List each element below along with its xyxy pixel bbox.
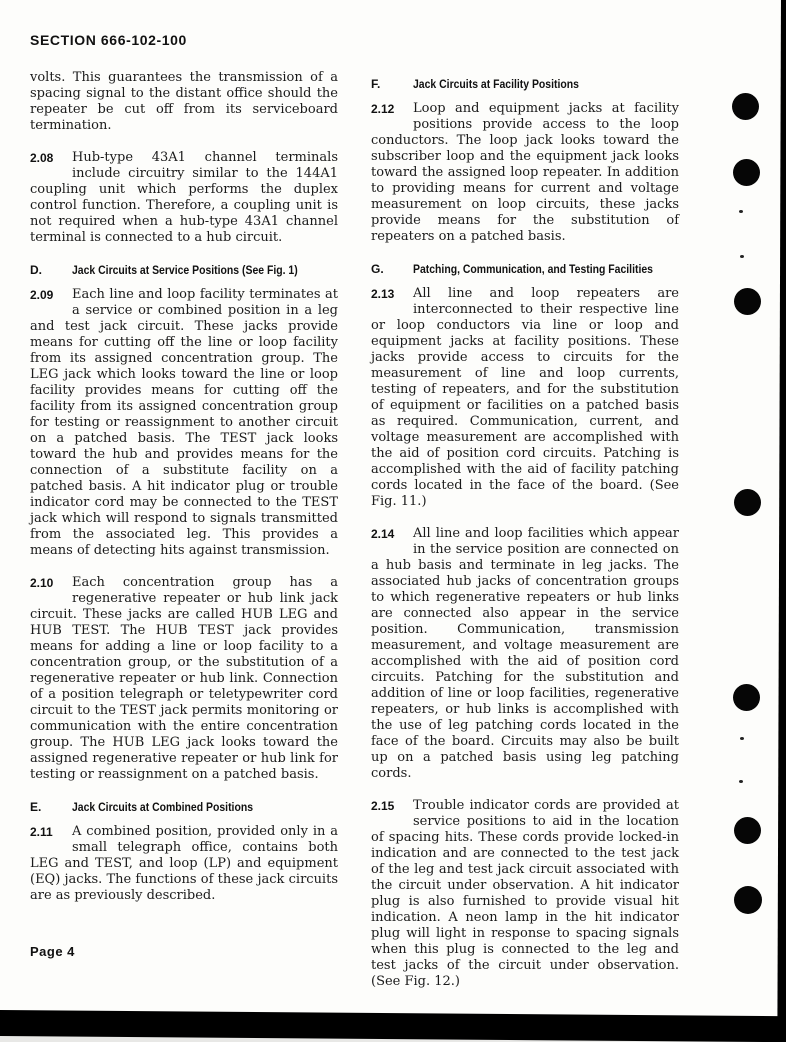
numbered-paragraph-2-15	[371, 798, 679, 990]
heading-letter: D.	[30, 263, 42, 277]
paragraph-number: 2.12	[371, 102, 395, 116]
numbered-paragraph-2-12	[371, 101, 679, 245]
punch-hole-dot	[732, 93, 759, 120]
paragraph-text: Each concentration group has a regenerative repeater or hub link jack circuit. These jacks are called HUB LEG and HUB TEST. The HUB TEST jack provides means for adding a line or loop facility to a concentration group, or the substitution of a regenerative repeater or hub link. Connection of a position telegraph or teletypewriter cord circuit to the TEST jack permits monitoring or communication with the entire concentration group. The HUB LEG jack looks toward the assigned regenerative repeater or hub link for testing or reassignment on a patched basis.	[30, 575, 338, 782]
scan-edge-right	[777, 0, 786, 1034]
paragraph-number: 2.11	[30, 825, 53, 839]
left-column	[30, 70, 338, 920]
heading-title: Jack Circuits at Facility Positions	[413, 77, 579, 91]
heading-letter: E.	[30, 800, 42, 814]
page-number-label: Page 4	[30, 944, 75, 959]
section-header: SECTION 666-102-100	[30, 32, 187, 48]
heading-letter: G.	[371, 262, 384, 276]
ink-speck	[739, 210, 743, 213]
paragraph-number: 2.10	[30, 576, 54, 590]
paragraph-number: 2.13	[371, 287, 395, 301]
punch-hole-dot	[734, 886, 762, 914]
ink-speck	[740, 737, 744, 740]
paragraph-text: Hub-type 43A1 channel terminals include circuitry similar to the 144A1 coupling unit which performs the duplex control function. Therefore, a coupling unit is not required when a hub-type 43A1 channel terminal is connected to a hub circuit.	[30, 150, 338, 245]
paragraph-number: 2.08	[30, 151, 54, 165]
section-heading-g	[371, 261, 679, 277]
numbered-paragraph-2-11	[30, 824, 338, 904]
heading-title: Patching, Communication, and Testing Facilities	[413, 262, 653, 276]
paragraph-text: Loop and equipment jacks at facility positions provide access to the loop conductors. The loop jack looks toward the subscriber loop and the equipment jack looks toward the assigned loop repeater. In addition to providing means for current and voltage measurement on loop circuits, these jacks provide means for the substitution of repeaters on a patched basis.	[371, 101, 679, 244]
paragraph-text: A combined position, provided only in a small telegraph office, contains both LEG and TEST, and loop (LP) and equipment (EQ) jacks. The functions of these jack circuits are as previously described.	[30, 824, 338, 903]
numbered-paragraph-2-13	[371, 286, 679, 510]
heading-letter: F.	[371, 77, 381, 91]
ink-speck	[740, 255, 744, 258]
section-heading-d	[30, 262, 338, 278]
paragraph-text: All line and loop repeaters are interconnected to their respective line or loop conductors via line or loop and equipment jacks at facility positions. These jacks provide access to circuits for the measurement of line and loop currents, testing of repeaters, and for the substitution of equipment or facilities on a patched basis as required. Communication, current, and voltage measurement are accomplished with the aid of position cord circuits. Patching is accomplished with the aid of facility patching cords located in the face of the board. (See Fig. 11.)	[371, 286, 679, 509]
punch-hole-dot	[733, 684, 760, 711]
punch-hole-dot	[734, 817, 761, 844]
paragraph-text: Trouble indicator cords are provided at service positions to aid in the location of spacing hits. These cords provide locked-in indication and are connected to the test jack of the leg and test jack circuit associated with the circuit under observation. A hit indicator plug is also furnished to provide visual hit indication. A neon lamp in the hit indicator plug will light in response to spacing signals when this plug is connected to the leg and test jacks of the circuit under observation. (See Fig. 12.)	[371, 798, 679, 989]
paragraph-text: All line and loop facilities which appear in the service position are connected on a hub basis and terminate in leg jacks. The associated hub jacks of concentration groups to which regenerative repeaters or hub links are connected also appear in the service position. Communication, transmission measurement, and voltage measurement are accomplished with the aid of position cord circuits. Patching for the substitution and addition of line or loop facilities, regenerative repeaters, or hub links is accomplished with the use of leg patching cords located in the face of the board. Circuits may also be built up on a patched basis using leg patching cords.	[371, 526, 679, 781]
section-heading-e	[30, 799, 338, 815]
paragraph-number: 2.15	[371, 799, 395, 813]
scan-edge-bottom	[0, 1010, 786, 1042]
ink-speck	[739, 780, 743, 783]
punch-hole-dot	[734, 489, 761, 516]
paragraph-text: Each line and loop facility terminates at a service or combined position in a leg and test jack circuit. These jacks provide means for cutting off the line or loop facility from its assigned concentration group. The LEG jack which looks toward the line or loop facility provides means for cutting off the facility from its assigned concentration group for testing or reassignment to another circuit on a patched basis. The TEST jack looks toward the hub and provides means for the connection of a substitute facility on a patched basis. A hit indicator plug or trouble indicator cord may be connected to the TEST jack which will respond to signals transmitted from the associated leg. This provides a means of detecting hits against transmission.	[30, 287, 338, 558]
continuation-paragraph: volts. This guarantees the transmission of a spacing signal to the distant office should the repeater be cut off from its serviceboard termination.	[30, 70, 338, 133]
numbered-paragraph-2-08	[30, 150, 338, 246]
numbered-paragraph-2-09	[30, 287, 338, 559]
heading-title: Jack Circuits at Combined Positions	[72, 800, 254, 814]
numbered-paragraph-2-14	[371, 526, 679, 782]
section-heading-f	[371, 76, 679, 92]
paragraph-number: 2.14	[371, 527, 395, 541]
numbered-paragraph-2-10	[30, 575, 338, 783]
heading-title: Jack Circuits at Service Positions (See Fig. 1)	[72, 263, 298, 277]
punch-hole-dot	[734, 288, 761, 315]
paragraph-number: 2.09	[30, 288, 54, 302]
right-column	[371, 70, 679, 1006]
punch-hole-dot	[733, 159, 760, 186]
